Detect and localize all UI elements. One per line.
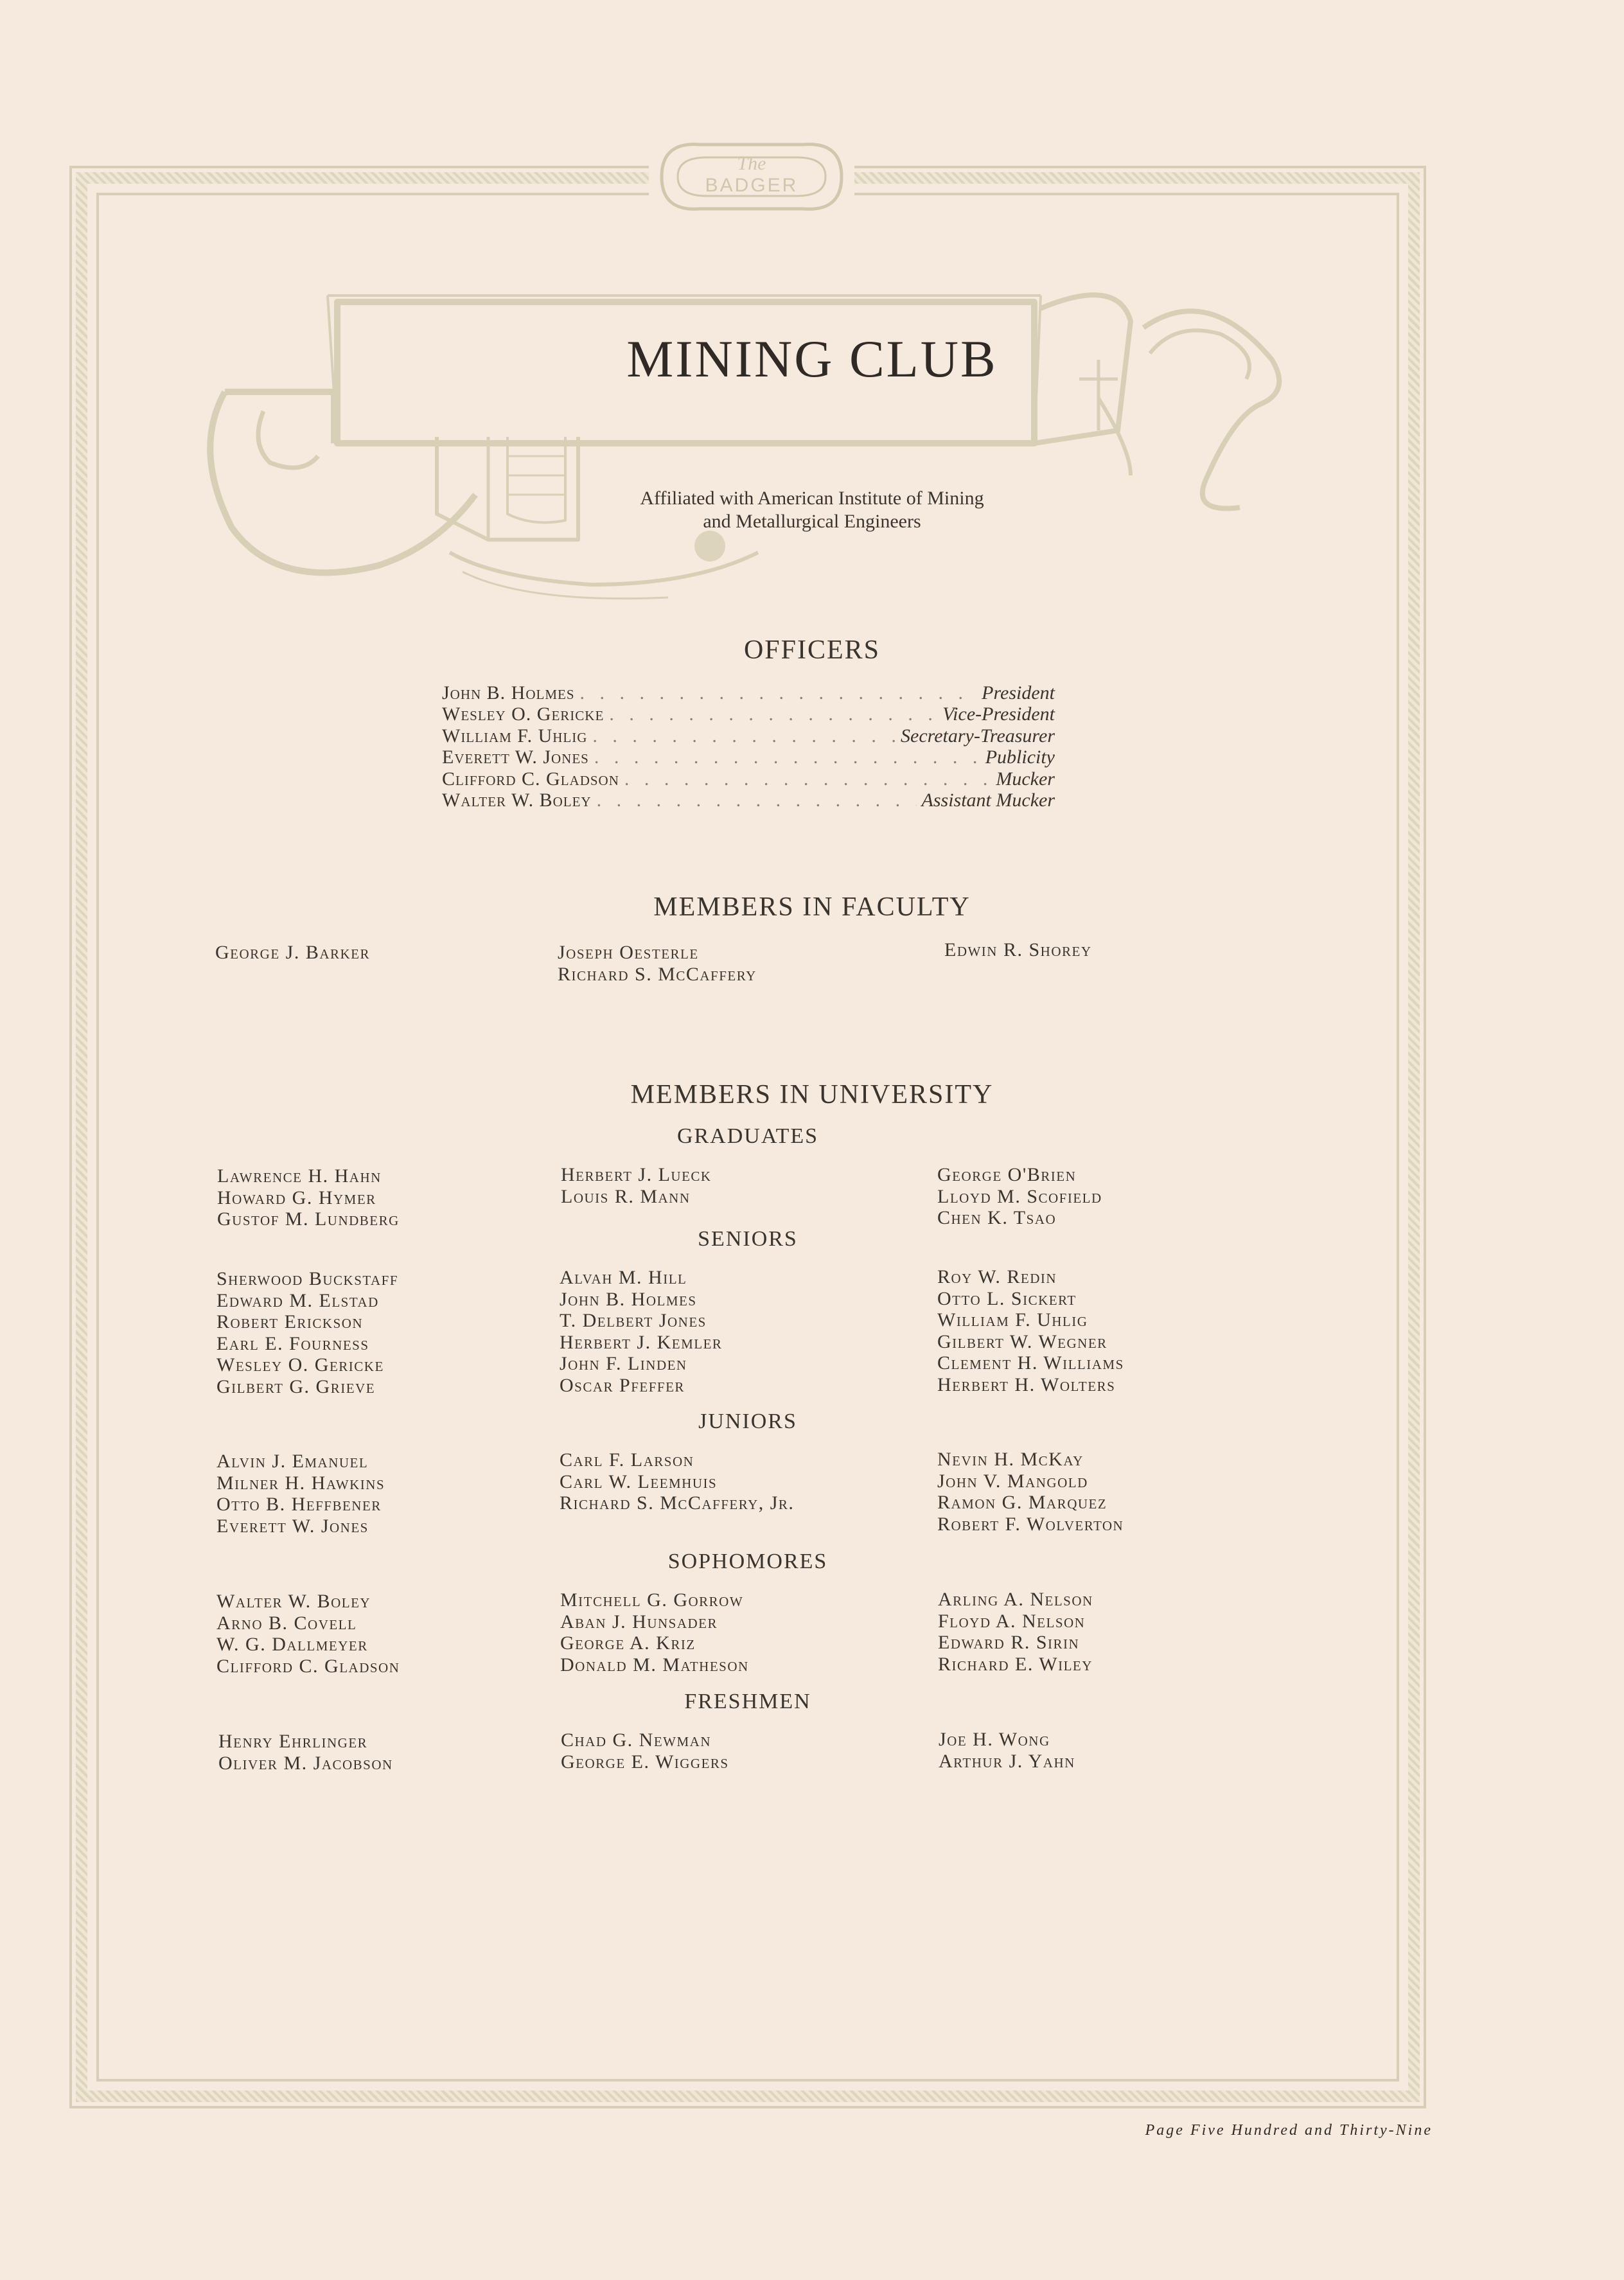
freshmen-column-2 — [561, 1729, 729, 1772]
member-name: George O'Brien — [937, 1164, 1077, 1185]
officer-title: Vice-President — [942, 703, 1055, 725]
member-name: Wesley O. Gericke — [216, 1354, 384, 1375]
member-name: Oscar Pfeffer — [560, 1374, 685, 1396]
member-name: Edwin R. Shorey — [944, 939, 1092, 960]
officer-title: Publicity — [985, 747, 1055, 768]
sophomores-column-1 — [216, 1591, 400, 1677]
member-name: Robert F. Wolverton — [937, 1513, 1124, 1535]
member-name: Donald M. Matheson — [560, 1654, 749, 1675]
member-name: Arno B. Covell — [216, 1612, 357, 1634]
officer-title: President — [982, 682, 1055, 703]
page-number: Page Five Hundred and Thirty-Nine — [1145, 2122, 1433, 2139]
officer-row — [442, 747, 1055, 768]
officer-name: Wesley O. Gericke — [442, 703, 605, 725]
officer-row — [442, 682, 1055, 703]
freshmen-column-3 — [939, 1729, 1075, 1772]
member-name: Oliver M. Jacobson — [218, 1752, 393, 1774]
member-name: Joseph Oesterle — [558, 942, 699, 963]
leader-dots — [580, 682, 977, 703]
member-name: Earl E. Fourness — [216, 1332, 369, 1354]
member-name: Lawrence H. Hahn — [217, 1165, 382, 1187]
member-name: Carl W. Leemhuis — [560, 1471, 718, 1492]
leader-dots — [624, 768, 991, 790]
leader-dots — [597, 790, 917, 811]
sophomores-column-2 — [560, 1589, 749, 1675]
member-name: Richard E. Wiley — [938, 1653, 1093, 1675]
officers-list — [442, 682, 1055, 811]
seniors-label: SENIORS — [698, 1227, 798, 1251]
member-name: George E. Wiggers — [561, 1751, 729, 1772]
affiliation-line-1: Affiliated with American Institute of Mining — [640, 488, 984, 509]
member-name: Clement H. Williams — [937, 1352, 1124, 1374]
member-name: John B. Holmes — [560, 1288, 697, 1310]
officer-name: Everett W. Jones — [442, 747, 589, 768]
member-name: Nevin H. McKay — [937, 1449, 1084, 1470]
member-name: Herbert H. Wolters — [937, 1374, 1116, 1395]
member-name: Everett W. Jones — [216, 1515, 369, 1537]
member-name: W. G. Dallmeyer — [216, 1634, 368, 1655]
affiliation-subtitle — [0, 487, 1624, 533]
officer-row — [442, 790, 1055, 811]
university-heading: MEMBERS IN UNIVERSITY — [630, 1080, 994, 1109]
member-name: John V. Mangold — [937, 1470, 1088, 1492]
officer-name: Clifford C. Gladson — [442, 768, 619, 790]
member-name: Sherwood Buckstaff — [216, 1268, 399, 1289]
faculty-heading: MEMBERS IN FACULTY — [653, 892, 971, 922]
svg-text:BADGER: BADGER — [705, 175, 799, 196]
freshmen-label: FRESHMEN — [684, 1690, 811, 1713]
faculty-column-2 — [558, 942, 757, 985]
juniors-column-1 — [216, 1451, 385, 1537]
officer-name: John B. Holmes — [442, 682, 575, 703]
seniors-column-2 — [560, 1267, 722, 1396]
leader-dots — [592, 725, 896, 747]
member-name: Alvin J. Emanuel — [216, 1451, 369, 1472]
member-name: Carl F. Larson — [560, 1449, 694, 1471]
member-name: Walter W. Boley — [216, 1591, 371, 1612]
member-name: Roy W. Redin — [937, 1266, 1057, 1287]
freshmen-column-1 — [218, 1731, 393, 1774]
affiliation-line-2: and Metallurgical Engineers — [703, 511, 921, 532]
member-name: George J. Barker — [215, 942, 371, 963]
officer-name: Walter W. Boley — [442, 790, 592, 811]
member-name: Ramon G. Marquez — [937, 1492, 1108, 1513]
officer-name: William F. Uhlig — [442, 725, 588, 747]
member-name: Lloyd M. Scofield — [937, 1185, 1102, 1207]
svg-text:The: The — [737, 153, 766, 174]
graduates-label: GRADUATES — [676, 1124, 819, 1148]
member-name: Alvah M. Hill — [560, 1267, 687, 1288]
member-name: Herbert J. Kemler — [560, 1331, 723, 1353]
juniors-label: JUNIORS — [698, 1410, 797, 1433]
faculty-column-1 — [215, 942, 370, 964]
member-name: Otto B. Heffbener — [216, 1494, 382, 1515]
member-name: Arthur J. Yahn — [939, 1750, 1075, 1772]
juniors-column-2 — [560, 1449, 794, 1514]
officer-title: Assistant Mucker — [921, 790, 1055, 811]
graduates-column-1 — [217, 1165, 400, 1230]
seniors-column-1 — [216, 1268, 398, 1397]
member-name: Henry Ehrlinger — [218, 1731, 368, 1752]
member-name: Gilbert G. Grieve — [216, 1375, 376, 1397]
sophomores-column-3 — [938, 1589, 1093, 1675]
member-name: Louis R. Mann — [561, 1185, 691, 1207]
graduates-column-3 — [937, 1164, 1102, 1229]
member-name: William F. Uhlig — [937, 1309, 1088, 1330]
page-title: MINING CLUB — [626, 330, 998, 388]
member-name: Edward M. Elstad — [216, 1289, 379, 1311]
officers-heading: OFFICERS — [743, 635, 881, 665]
member-name: Richard S. McCaffery, Jr. — [560, 1492, 795, 1514]
badger-logo — [649, 128, 854, 225]
sophomores-label: SOPHOMORES — [667, 1550, 828, 1573]
member-name: Richard S. McCaffery — [558, 963, 757, 985]
member-name: Milner H. Hawkins — [216, 1472, 385, 1494]
member-name: Herbert J. Lueck — [561, 1164, 712, 1185]
member-name: Clifford C. Gladson — [216, 1655, 400, 1677]
member-name: Joe H. Wong — [939, 1729, 1050, 1750]
member-name: Mitchell G. Gorrow — [560, 1589, 744, 1611]
member-name: Edward R. Sirin — [938, 1632, 1080, 1653]
officer-title: Mucker — [996, 768, 1055, 790]
graduates-column-2 — [561, 1164, 712, 1207]
member-name: Gustof M. Lundberg — [217, 1208, 400, 1230]
member-name: John F. Linden — [560, 1353, 687, 1374]
member-name: Robert Erickson — [216, 1311, 364, 1332]
member-name: Aban J. Hunsader — [560, 1611, 718, 1632]
member-name: Chen K. Tsao — [937, 1207, 1057, 1228]
member-name: Floyd A. Nelson — [938, 1610, 1086, 1632]
member-name: Arling A. Nelson — [938, 1589, 1093, 1610]
officer-row — [442, 725, 1055, 747]
officer-row — [442, 703, 1055, 725]
member-name: Howard G. Hymer — [217, 1187, 376, 1208]
officer-title: Secretary-Treasurer — [901, 725, 1055, 747]
member-name: George A. Kriz — [560, 1632, 696, 1654]
member-name: T. Delbert Jones — [560, 1310, 707, 1331]
member-name: Chad G. Newman — [561, 1729, 711, 1751]
leader-dots — [594, 747, 980, 768]
officer-row — [442, 768, 1055, 790]
faculty-column-3 — [944, 939, 1092, 961]
juniors-column-3 — [937, 1449, 1124, 1535]
seniors-column-3 — [937, 1266, 1124, 1395]
member-name: Gilbert W. Wegner — [937, 1330, 1108, 1352]
member-name: Otto L. Sickert — [937, 1287, 1077, 1309]
leader-dots — [609, 703, 937, 725]
